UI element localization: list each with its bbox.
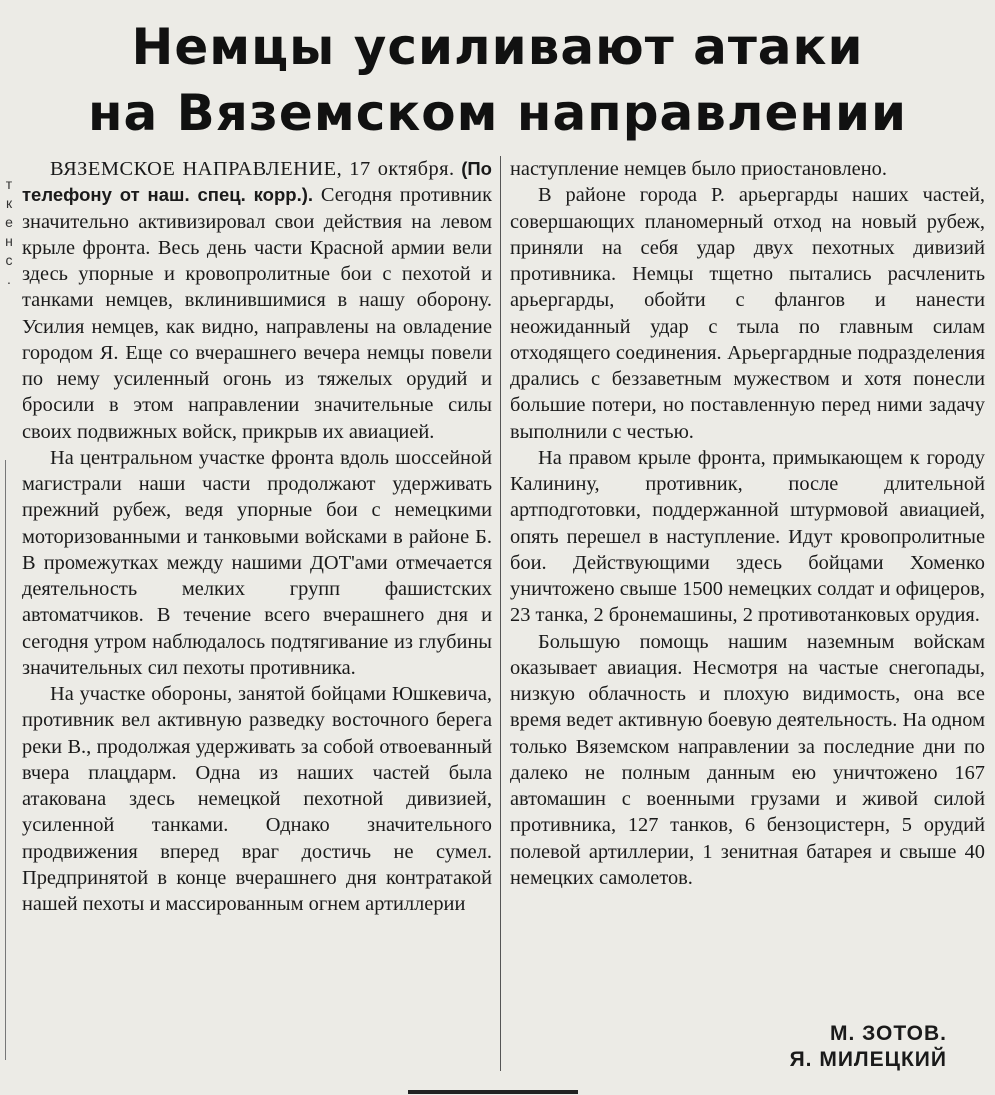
right-column xyxy=(510,156,985,891)
margin-fragment: е xyxy=(5,214,13,230)
continued-paragraph: наступление немцев было приостановлено. xyxy=(510,158,887,180)
paragraph: На участке обороны, занятой бойцами Юшкевича, противник вел активную разведку восточного берега реки В., продолжая удерживать за собой отвоеванный вчера плацдарм. Одна из наших частей была атакована здесь немецкой пехотной дивизией, усиленной танками. Однако значительного продвижения вперед враг достичь не сумел. Предпринятой в конце вчерашнего дня контратакой нашей пехоты и массированным огнем артиллерии xyxy=(22,683,492,915)
margin-fragment: . xyxy=(7,271,11,287)
margin-fragment: н xyxy=(5,233,13,249)
margin-fragments xyxy=(0,175,18,289)
author-name: Я. МИЛЕЦКИЙ xyxy=(789,1048,947,1071)
margin-fragment: к xyxy=(5,195,13,211)
headline-line-1: Немцы усиливают атаки xyxy=(131,18,864,76)
paragraph: На центральном участке фронта вдоль шоссейной магистрали наши части продолжают удерживать прежний рубеж, ведя упорные бои с немецкими моторизованными и танковыми войсками в районе Б. В промежутках между нашими ДОТ'ами отмечается деятельность мелких групп фашистских автоматчиков. В течение всего вчерашнего дня и сегодня утром наблюдалось подтягивание из глубины значительных сил пехоты противника. xyxy=(22,446,492,679)
margin-fragment: с xyxy=(5,252,13,268)
paragraph: В районе города Р. арьергарды наших частей, совершающих планомерный отход на новый рубеж, приняли на себя удар двух пехотных дивизий противника. Немцы тщетно пытались расчленить арьергарды, обойти с флангов и нанести неожиданный удар с тыла по главным силам отходящего соединения. Арьергардные подразделения дрались с беззаветным мужеством и хотя понесли большие потери, но поставленную перед ними задачу выполнили с честью. xyxy=(510,184,985,443)
dateline: ВЯЗЕМСКОЕ НАПРАВЛЕНИЕ, 17 октября. xyxy=(50,158,455,180)
bottom-rule xyxy=(408,1090,578,1094)
author-name: М. ЗОТОВ. xyxy=(829,1022,947,1045)
left-column xyxy=(22,156,492,917)
margin-fragment: т xyxy=(5,176,13,192)
paragraph: На правом крыле фронта, примыкающем к городу Калинину, противник, после длительной артподготовки, поддержанной штурмовой авиацией, опять перешел в наступление. Идут кровопролитные бои. Действующими здесь бойцами Хоменко уничтожено свыше 1500 немецких солдат и офицеров, 23 танка, 2 бронемашины, 2 противотанковых орудия. xyxy=(510,446,985,627)
article-headline xyxy=(40,14,955,146)
lead-paragraph xyxy=(22,156,492,445)
paragraph: Большую помощь нашим наземным войскам оказывает авиация. Несмотря на частые снегопады, низкую облачность и плохую видимость, она все время ведет активную боевую деятельность. На одном только Вяземском направлении за последние дни по далеко не полным данным ею уничтожено 167 автомашин с военными грузами и живой силой противника, 127 танков, 6 бензоцистерн, 5 орудий полевой артиллерии, 1 зенитная батарея и свыше 40 немецких самолетов. xyxy=(510,630,985,889)
byline xyxy=(790,1021,947,1073)
headline-line-2: на Вяземском направлении xyxy=(87,84,908,142)
source-credit: (По телефону от наш. спец. корр.). xyxy=(22,158,492,206)
column-divider xyxy=(500,156,501,1071)
left-edge-rule xyxy=(5,460,6,1060)
paragraph-text: Сегодня противник значительно активизировал свои действия на левом крыле фронта. Весь день части Красной армии вели здесь упорные и кровопролитные бои с пехотой и танками немцев, вклинившимися в нашу оборону. Усилия немцев, как видно, направлены на овладение городом Я. Еще со вчерашнего вечера немцы повели по нему усиленный огонь из тяжелых орудий и бросили в этом направлении значительные силы своих подвижных войск, прикрыв их авиацией. xyxy=(22,184,492,443)
